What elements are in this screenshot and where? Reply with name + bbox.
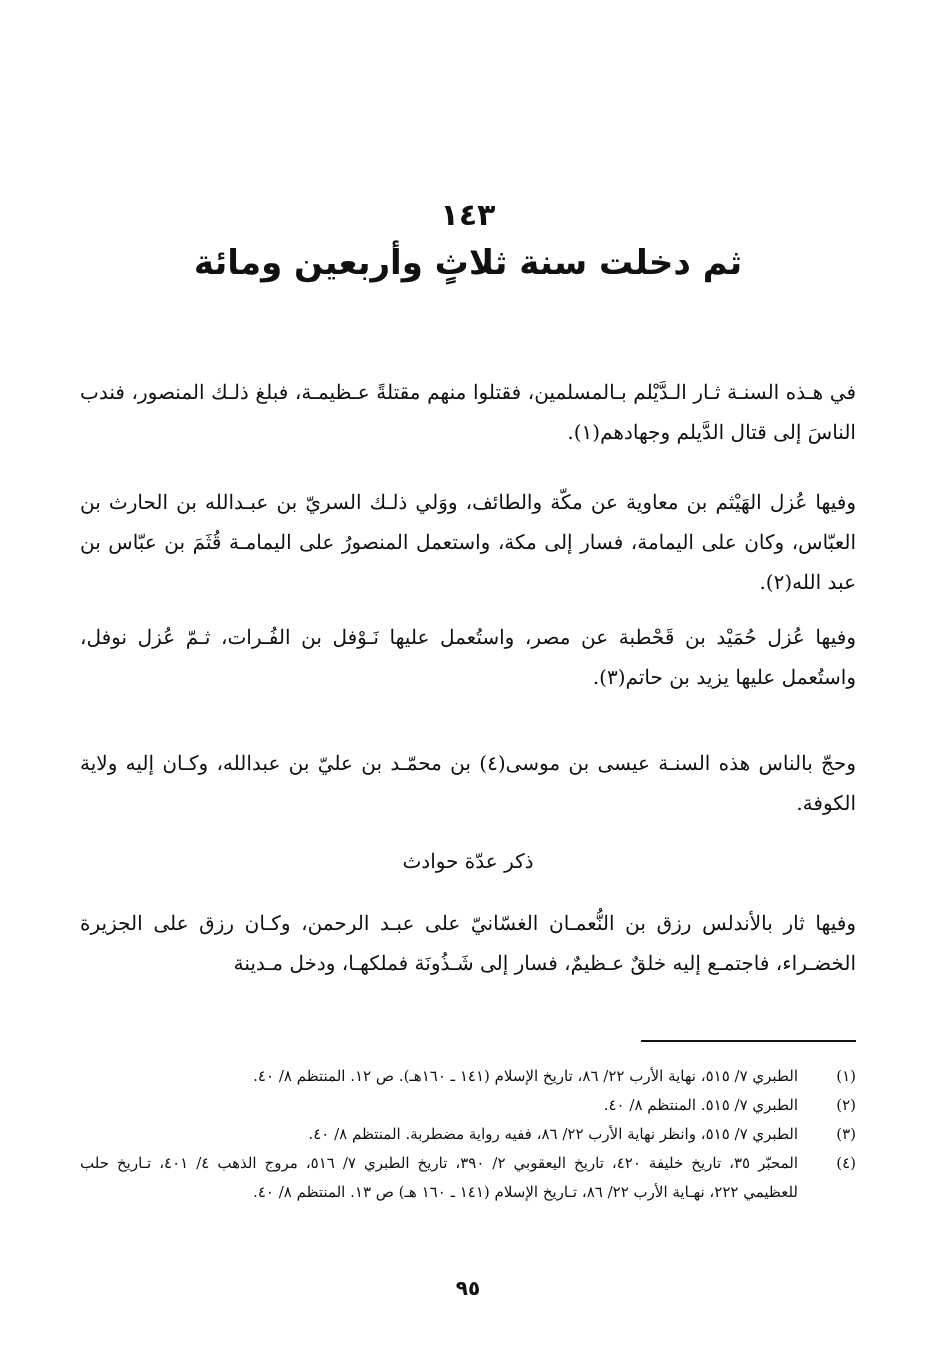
footnote-text: الطبري ٧/ ٥١٥. المنتظم ٨/ ٤٠. bbox=[603, 1096, 798, 1114]
body-paragraph: في هـذه السنـة ثـار الـدَّيْلم بـالمسلمين، فقتلوا منهم مقتلةً عـظيمـة، فبلغ ذلـك المنصور، فندب الناسَ إلى قتال الدَّيلم وجهادهم(١). bbox=[80, 380, 857, 444]
footnote-number: (١) bbox=[836, 1067, 856, 1085]
footnote-item bbox=[80, 1120, 856, 1149]
footnote-text: الطبري ٧/ ٥١٥، وانظر نهاية الأرب ٢٢/ ٨٦، ففيه رواية مضطربة. المنتظم ٨/ ٤٠. bbox=[308, 1125, 798, 1143]
year-number-heading: ١٤٣ bbox=[440, 198, 496, 233]
footnote-item bbox=[80, 1149, 856, 1207]
body-paragraph: وفيها عُزل حُمَيْد بن قَحْطبة عن مصر، واستُعمل عليها نَـوْفل بن الفُـرات، ثـمّ عُزل نوفل، واستُعمل عليها يزيد بن حاتم(٣). bbox=[80, 625, 856, 689]
footnote-item bbox=[80, 1091, 856, 1120]
footnote-number: (٤) bbox=[836, 1154, 856, 1172]
footnote-item bbox=[80, 1062, 856, 1091]
footnote-text: الطبري ٧/ ٥١٥، نهاية الأرب ٢٢/ ٨٦، تاريخ الإسلام (١٤١ ـ ١٦٠هـ). ص ١٢. المنتظم ٨/ ٤٠. bbox=[253, 1067, 798, 1085]
footnote-number: (٢) bbox=[836, 1096, 856, 1114]
section-subheading: ذكر عدّة حوادث bbox=[402, 849, 534, 873]
body-paragraph: وفيها ثار بالأندلس رزق بن النُّعمـان الغسّانيّ على عبـد الرحمن، وكـان رزق على الجزيرة الخضـراء، فاجتمـع إليه خلقٌ عـظيمٌ، فسار إلى شَـذُونَة فملكهـا، ودخل مـدينة bbox=[80, 911, 856, 975]
footnote-text: المحبّر ٣٥، تاريخ خليفة ٤٢٠، تاريخ اليعقوبي ٢/ ٣٩٠، تاريخ الطبري ٧/ ٥١٦، مروج الذهب ٤/ ٤٠١، تـاريخ حلب للعظيمي ٢٢٢، نهـاية الأرب ٢٢/ ٨٦، تـاريخ الإسلام (١٤١ ـ ١٦٠ هـ) ص ١٣. المنتظم ٨/ ٤٠. bbox=[80, 1154, 799, 1201]
page-number: ٩٥ bbox=[455, 1276, 481, 1300]
body-paragraph: وفيها عُزل الهَيْثم بن معاوية عن مكّة والطائف، ووَلي ذلـك السريّ بن عبـدالله بن الحارث بن العبّاس، وكان على اليمامة، فسار إلى مكة، واستعمل المنصورُ على اليمامـة قُثَمَ بن عبّاس بن عبد الله(٢). bbox=[80, 490, 856, 594]
footnote-number: (٣) bbox=[836, 1125, 856, 1143]
footnote-divider bbox=[641, 1040, 856, 1042]
chapter-title: ثم دخلت سنة ثلاثٍ وأربعين ومائة bbox=[193, 243, 743, 283]
body-paragraph: وحجّ بالناس هذه السنـة عيسى بن موسى(٤) بن محمّـد بن عليّ بن عبدالله، وكـان إليه ولاية الكوفة. bbox=[80, 751, 856, 815]
footnotes-list bbox=[80, 1062, 856, 1207]
